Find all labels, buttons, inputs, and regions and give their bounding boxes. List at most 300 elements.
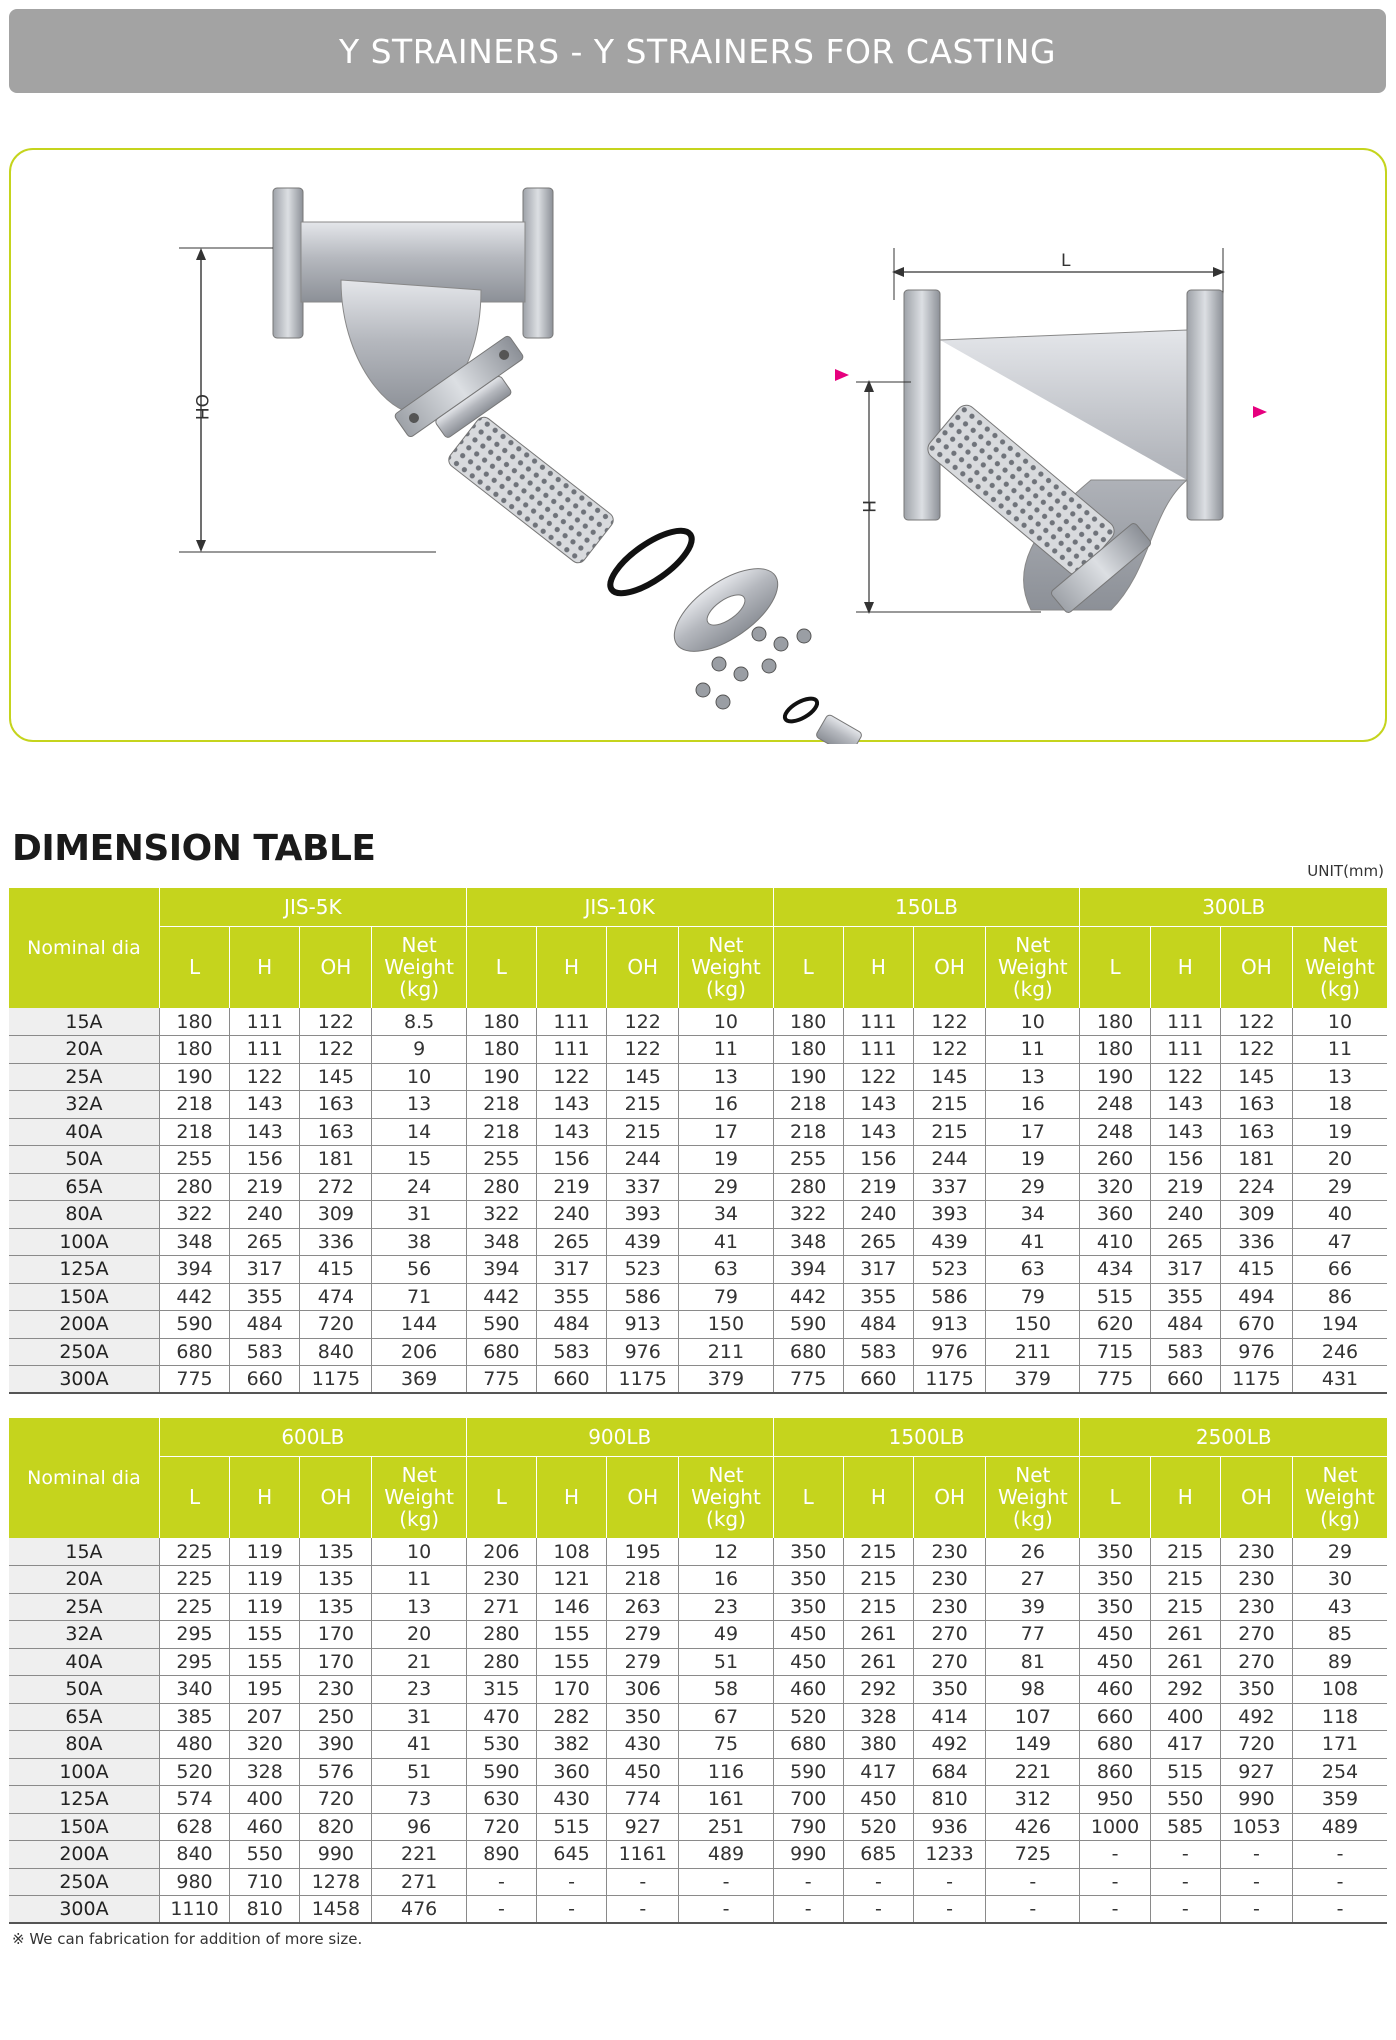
table-cell: 10 (372, 1063, 466, 1091)
table-cell: 119 (230, 1566, 300, 1594)
table-cell: 520 (773, 1703, 843, 1731)
table-cell: 317 (843, 1256, 913, 1284)
table-cell: 350 (1080, 1538, 1150, 1566)
table-cell: 270 (1220, 1621, 1292, 1649)
table-cell: 111 (1150, 1036, 1220, 1064)
table-cell: 122 (300, 1036, 372, 1064)
table-cell: - (536, 1896, 606, 1924)
table-cell: 180 (159, 1036, 229, 1064)
table-cell: 180 (773, 1036, 843, 1064)
table-cell: 145 (913, 1063, 985, 1091)
table-cell: 660 (230, 1366, 300, 1394)
standard-group-header: 300LB (1080, 888, 1387, 926)
table-cell: 309 (300, 1201, 372, 1229)
column-header: Net Weight (kg) (372, 926, 466, 1008)
table-cell: - (773, 1868, 843, 1896)
table-cell: 261 (1150, 1621, 1220, 1649)
table-cell: 1458 (300, 1896, 372, 1924)
table-cell: 295 (159, 1648, 229, 1676)
table-cell: 379 (986, 1366, 1080, 1394)
nominal-dia-cell: 200A (9, 1841, 159, 1869)
table-cell: - (1150, 1841, 1220, 1869)
table-cell: 215 (843, 1566, 913, 1594)
table-cell: 574 (159, 1786, 229, 1814)
table-cell: 810 (914, 1786, 986, 1814)
table-cell: 282 (536, 1703, 606, 1731)
table-cell: 38 (372, 1228, 466, 1256)
standard-group-header: 900LB (466, 1418, 773, 1456)
table-cell: 484 (843, 1311, 913, 1339)
table-cell: 394 (159, 1256, 229, 1284)
table-cell: 442 (466, 1283, 536, 1311)
column-header: L (773, 926, 843, 1008)
table-row (9, 1283, 1387, 1311)
table-cell: 279 (607, 1648, 679, 1676)
table-cell: 1053 (1220, 1813, 1292, 1841)
table-cell: 10 (679, 1008, 773, 1036)
table-cell: 550 (1150, 1786, 1220, 1814)
table-cell: 181 (300, 1146, 372, 1174)
table-cell: 340 (159, 1676, 229, 1704)
table-cell: 261 (1150, 1648, 1220, 1676)
table-cell: 265 (843, 1228, 913, 1256)
column-header: L (159, 926, 229, 1008)
table-cell: 111 (843, 1036, 913, 1064)
table-cell: 680 (466, 1338, 536, 1366)
table-cell: 980 (159, 1868, 229, 1896)
table-cell: 51 (372, 1758, 466, 1786)
table-cell: - (843, 1868, 913, 1896)
table-cell: 29 (1293, 1538, 1387, 1566)
column-header: H (843, 1456, 913, 1538)
table-cell: 270 (1220, 1648, 1292, 1676)
table-cell: 583 (230, 1338, 300, 1366)
table-cell: 990 (773, 1841, 843, 1869)
table-cell: 156 (230, 1146, 300, 1174)
table-row (9, 1896, 1387, 1924)
table-cell: 417 (843, 1758, 913, 1786)
table-cell: 77 (986, 1621, 1080, 1649)
table-cell: 11 (372, 1566, 466, 1594)
table-cell: 155 (536, 1621, 606, 1649)
table-cell: 240 (1150, 1201, 1220, 1229)
table-cell: 583 (843, 1338, 913, 1366)
table-cell: 27 (986, 1566, 1080, 1594)
table-cell: 16 (986, 1091, 1080, 1119)
table-cell: 135 (300, 1593, 372, 1621)
table-cell: 143 (230, 1118, 300, 1146)
nominal-dia-cell: 125A (9, 1786, 159, 1814)
table-cell: 280 (773, 1173, 843, 1201)
table-cell: 350 (914, 1676, 986, 1704)
table-cell: 180 (773, 1008, 843, 1036)
table-cell: 218 (466, 1091, 536, 1119)
oh-dimension-label: OH (191, 394, 211, 421)
table-cell: 350 (773, 1566, 843, 1594)
table-cell: 460 (230, 1813, 300, 1841)
table-cell: 355 (1150, 1283, 1220, 1311)
table-cell: 224 (1220, 1173, 1292, 1201)
table-cell: 410 (1080, 1228, 1150, 1256)
table-cell: 246 (1293, 1338, 1388, 1366)
table-cell: 348 (159, 1228, 229, 1256)
table-cell: 230 (914, 1593, 986, 1621)
table-cell: 590 (466, 1758, 536, 1786)
table-row (9, 1366, 1387, 1394)
table-cell: 230 (466, 1566, 536, 1594)
standard-group-header: 1500LB (773, 1418, 1080, 1456)
table-cell: 190 (1080, 1063, 1150, 1091)
table-row (9, 1703, 1387, 1731)
table-cell: 586 (607, 1283, 679, 1311)
table-row (9, 1538, 1387, 1566)
table-cell: 219 (1150, 1173, 1220, 1201)
table-cell: 63 (986, 1256, 1080, 1284)
table-cell: 23 (372, 1676, 466, 1704)
table-cell: 476 (372, 1896, 466, 1924)
table-cell: 523 (607, 1256, 679, 1284)
table-cell: 211 (986, 1338, 1080, 1366)
table-cell: 350 (607, 1703, 679, 1731)
table-cell: 135 (300, 1538, 372, 1566)
nominal-dia-cell: 50A (9, 1676, 159, 1704)
table-cell: 645 (536, 1841, 606, 1869)
nominal-dia-cell: 65A (9, 1173, 159, 1201)
table-cell: 240 (536, 1201, 606, 1229)
table-cell: 430 (536, 1786, 606, 1814)
table-cell: 550 (230, 1841, 300, 1869)
table-cell: 434 (1080, 1256, 1150, 1284)
standard-group-header: JIS-10K (466, 888, 773, 926)
table-cell: 720 (300, 1786, 372, 1814)
nominal-dia-cell: 40A (9, 1648, 159, 1676)
table-row (9, 1008, 1387, 1036)
nominal-dia-header: Nominal dia (9, 888, 159, 1008)
table-cell: 583 (536, 1338, 606, 1366)
table-cell: 41 (372, 1731, 466, 1759)
table-cell: 725 (986, 1841, 1080, 1869)
table-cell: 215 (1150, 1593, 1220, 1621)
column-header: Net Weight (kg) (679, 1456, 773, 1538)
table-cell: 190 (466, 1063, 536, 1091)
table-cell: 13 (986, 1063, 1080, 1091)
table-cell: 890 (466, 1841, 536, 1869)
table-cell: - (1220, 1841, 1292, 1869)
table-cell: 111 (230, 1036, 300, 1064)
table-cell: 16 (679, 1566, 773, 1594)
table-cell: 81 (986, 1648, 1080, 1676)
table-cell: 936 (914, 1813, 986, 1841)
table-cell: 10 (1293, 1008, 1388, 1036)
h-dimension-label: H (858, 500, 878, 513)
table-cell: 240 (230, 1201, 300, 1229)
table-cell: 145 (607, 1063, 679, 1091)
table-cell: 111 (1150, 1008, 1220, 1036)
nominal-dia-cell: 150A (9, 1283, 159, 1311)
table-cell: 355 (536, 1283, 606, 1311)
column-header: OH (300, 1456, 372, 1538)
table-cell: 359 (1293, 1786, 1387, 1814)
table-cell: 590 (466, 1311, 536, 1339)
table-cell: 215 (843, 1593, 913, 1621)
table-cell: 489 (1293, 1813, 1387, 1841)
table-row (9, 1091, 1387, 1119)
table-cell: 24 (372, 1173, 466, 1201)
table-cell: 489 (679, 1841, 773, 1869)
table-cell: 180 (466, 1036, 536, 1064)
table-cell: 515 (1150, 1758, 1220, 1786)
column-header: Net Weight (kg) (679, 926, 773, 1008)
table-cell: 19 (986, 1146, 1080, 1174)
table-cell: 108 (536, 1538, 606, 1566)
table-cell: 439 (607, 1228, 679, 1256)
table-cell: 219 (536, 1173, 606, 1201)
table-cell: 34 (679, 1201, 773, 1229)
table-cell: 336 (1220, 1228, 1292, 1256)
nominal-dia-cell: 15A (9, 1538, 159, 1566)
column-header: L (466, 1456, 536, 1538)
table-cell: 215 (843, 1538, 913, 1566)
table-cell: 317 (230, 1256, 300, 1284)
page-title: Y STRAINERS - Y STRAINERS FOR CASTING (338, 31, 1057, 71)
table-cell: 400 (1150, 1703, 1220, 1731)
table-cell: 41 (986, 1228, 1080, 1256)
standard-group-header: 2500LB (1080, 1418, 1387, 1456)
table-cell: 261 (843, 1621, 913, 1649)
column-header: H (230, 926, 300, 1008)
table-cell: 119 (230, 1593, 300, 1621)
table-cell: 122 (913, 1008, 985, 1036)
column-header: Net Weight (kg) (986, 1456, 1080, 1538)
table-cell: 317 (536, 1256, 606, 1284)
table-cell: 79 (679, 1283, 773, 1311)
table-cell: 248 (1080, 1118, 1150, 1146)
table-cell: - (466, 1868, 536, 1896)
table-cell: 450 (773, 1648, 843, 1676)
table-cell: 480 (159, 1731, 229, 1759)
table-cell: 255 (466, 1146, 536, 1174)
table-cell: 67 (679, 1703, 773, 1731)
table-cell: 474 (300, 1283, 372, 1311)
table-cell: 156 (536, 1146, 606, 1174)
table-cell: 927 (1220, 1758, 1292, 1786)
column-header: OH (1220, 926, 1292, 1008)
table-cell: 379 (679, 1366, 773, 1394)
table-cell: 430 (607, 1731, 679, 1759)
table-cell: 431 (1293, 1366, 1388, 1394)
table-cell: 194 (1293, 1311, 1388, 1339)
table-cell: 680 (773, 1338, 843, 1366)
table-cell: 79 (986, 1283, 1080, 1311)
table-cell: 163 (300, 1091, 372, 1119)
sectioned-strainer-drawing (835, 248, 1267, 614)
table-cell: 394 (773, 1256, 843, 1284)
product-illustration-panel (9, 148, 1387, 742)
table-cell: 450 (1080, 1648, 1150, 1676)
table-cell: - (466, 1896, 536, 1924)
table-cell: 218 (159, 1091, 229, 1119)
table-row (9, 1868, 1387, 1896)
table-cell: 180 (466, 1008, 536, 1036)
table-cell: 14 (372, 1118, 466, 1146)
table-cell: 265 (1150, 1228, 1220, 1256)
table-cell: 280 (466, 1648, 536, 1676)
table-cell: 590 (159, 1311, 229, 1339)
nominal-dia-cell: 20A (9, 1036, 159, 1064)
table-cell: 89 (1293, 1648, 1387, 1676)
table-row (9, 1786, 1387, 1814)
table-cell: 150 (679, 1311, 773, 1339)
column-header: H (536, 926, 606, 1008)
table-cell: 355 (230, 1283, 300, 1311)
table-cell: 122 (230, 1063, 300, 1091)
table-cell: - (914, 1868, 986, 1896)
table-cell: 206 (466, 1538, 536, 1566)
table-cell: 121 (536, 1566, 606, 1594)
table-cell: 221 (372, 1841, 466, 1869)
table-cell: 155 (230, 1621, 300, 1649)
standard-group-header: 150LB (773, 888, 1080, 926)
table-cell: - (914, 1896, 986, 1924)
table-cell: 218 (466, 1118, 536, 1146)
table-cell: 248 (1080, 1091, 1150, 1119)
table-cell: - (679, 1868, 773, 1896)
table-cell: 450 (773, 1621, 843, 1649)
column-header: L (159, 1456, 229, 1538)
table-cell: 660 (1150, 1366, 1220, 1394)
table-cell: 628 (159, 1813, 229, 1841)
table-cell: 10 (986, 1008, 1080, 1036)
table-cell: 320 (230, 1731, 300, 1759)
table-cell: 13 (679, 1063, 773, 1091)
column-header: L (1080, 926, 1150, 1008)
table-cell: 450 (1080, 1621, 1150, 1649)
table-cell: 280 (159, 1173, 229, 1201)
table-cell: - (536, 1868, 606, 1896)
table-cell: 31 (372, 1703, 466, 1731)
table-cell: 244 (913, 1146, 985, 1174)
table-cell: 355 (843, 1283, 913, 1311)
table-cell: 439 (913, 1228, 985, 1256)
table-row (9, 1146, 1387, 1174)
table-cell: 775 (1080, 1366, 1150, 1394)
table-cell: - (1080, 1841, 1150, 1869)
table-cell: 21 (372, 1648, 466, 1676)
table-cell: 230 (914, 1538, 986, 1566)
table-cell: 145 (300, 1063, 372, 1091)
table-cell: - (607, 1868, 679, 1896)
table-cell: 292 (1150, 1676, 1220, 1704)
table-cell: 415 (1220, 1256, 1292, 1284)
table-cell: 292 (843, 1676, 913, 1704)
table-cell: 66 (1293, 1256, 1388, 1284)
nominal-dia-cell: 125A (9, 1256, 159, 1284)
table-cell: 976 (1220, 1338, 1292, 1366)
nominal-dia-cell: 25A (9, 1593, 159, 1621)
table-cell: 180 (159, 1008, 229, 1036)
table-cell: 18 (1293, 1091, 1388, 1119)
table-cell: 1110 (159, 1896, 229, 1924)
table-cell: 337 (913, 1173, 985, 1201)
table-cell: 250 (300, 1703, 372, 1731)
table-row (9, 1063, 1387, 1091)
section-title: DIMENSION TABLE (12, 828, 376, 869)
table-row (9, 1841, 1387, 1869)
table-cell: 260 (1080, 1146, 1150, 1174)
table-cell: 190 (773, 1063, 843, 1091)
column-header: Net Weight (kg) (1293, 926, 1388, 1008)
nominal-dia-cell: 80A (9, 1731, 159, 1759)
table-cell: 111 (536, 1008, 606, 1036)
table-cell: 270 (914, 1648, 986, 1676)
table-cell: 990 (1220, 1786, 1292, 1814)
standard-group-header: 600LB (159, 1418, 466, 1456)
column-header: L (773, 1456, 843, 1538)
table-cell: 720 (300, 1311, 372, 1339)
table-cell: 306 (607, 1676, 679, 1704)
table-cell: 775 (773, 1366, 843, 1394)
table-cell: 1175 (1220, 1366, 1292, 1394)
table-cell: 122 (300, 1008, 372, 1036)
table-cell: 163 (1220, 1091, 1292, 1119)
table-cell: 583 (1150, 1338, 1220, 1366)
table-cell: 774 (607, 1786, 679, 1814)
table-cell: 143 (536, 1091, 606, 1119)
table-cell: 219 (843, 1173, 913, 1201)
table-cell: 393 (913, 1201, 985, 1229)
table-cell: 122 (1220, 1008, 1292, 1036)
column-header: H (1150, 926, 1220, 1008)
table-cell: - (1080, 1896, 1150, 1924)
table-cell: 520 (843, 1813, 913, 1841)
table-cell: 12 (679, 1538, 773, 1566)
table-cell: 230 (1220, 1538, 1292, 1566)
table-cell: 219 (230, 1173, 300, 1201)
table-cell: 170 (300, 1621, 372, 1649)
table-cell: 11 (986, 1036, 1080, 1064)
table-cell: 26 (986, 1538, 1080, 1566)
table-cell: 111 (843, 1008, 913, 1036)
table-cell: 348 (773, 1228, 843, 1256)
table-cell: 225 (159, 1538, 229, 1566)
table-cell: 380 (843, 1731, 913, 1759)
table-cell: 195 (230, 1676, 300, 1704)
table-cell: 280 (466, 1173, 536, 1201)
table-cell: 143 (536, 1118, 606, 1146)
table-cell: 586 (913, 1283, 985, 1311)
table-cell: 170 (536, 1676, 606, 1704)
table-cell: 270 (914, 1621, 986, 1649)
table-cell: 150 (986, 1311, 1080, 1339)
table-row (9, 1201, 1387, 1229)
table-cell: 382 (536, 1731, 606, 1759)
table-cell: 492 (914, 1731, 986, 1759)
table-cell: - (679, 1896, 773, 1924)
table-cell: - (1220, 1896, 1292, 1924)
table-row (9, 1648, 1387, 1676)
table-cell: 442 (159, 1283, 229, 1311)
nominal-dia-cell: 250A (9, 1338, 159, 1366)
table-cell: 143 (230, 1091, 300, 1119)
table-cell: 221 (986, 1758, 1080, 1786)
table-cell: - (1080, 1868, 1150, 1896)
table-cell: 515 (536, 1813, 606, 1841)
table-cell: 206 (372, 1338, 466, 1366)
table-cell: 11 (679, 1036, 773, 1064)
table-cell: 520 (159, 1758, 229, 1786)
table-cell: 360 (1080, 1201, 1150, 1229)
table-cell: 426 (986, 1813, 1080, 1841)
